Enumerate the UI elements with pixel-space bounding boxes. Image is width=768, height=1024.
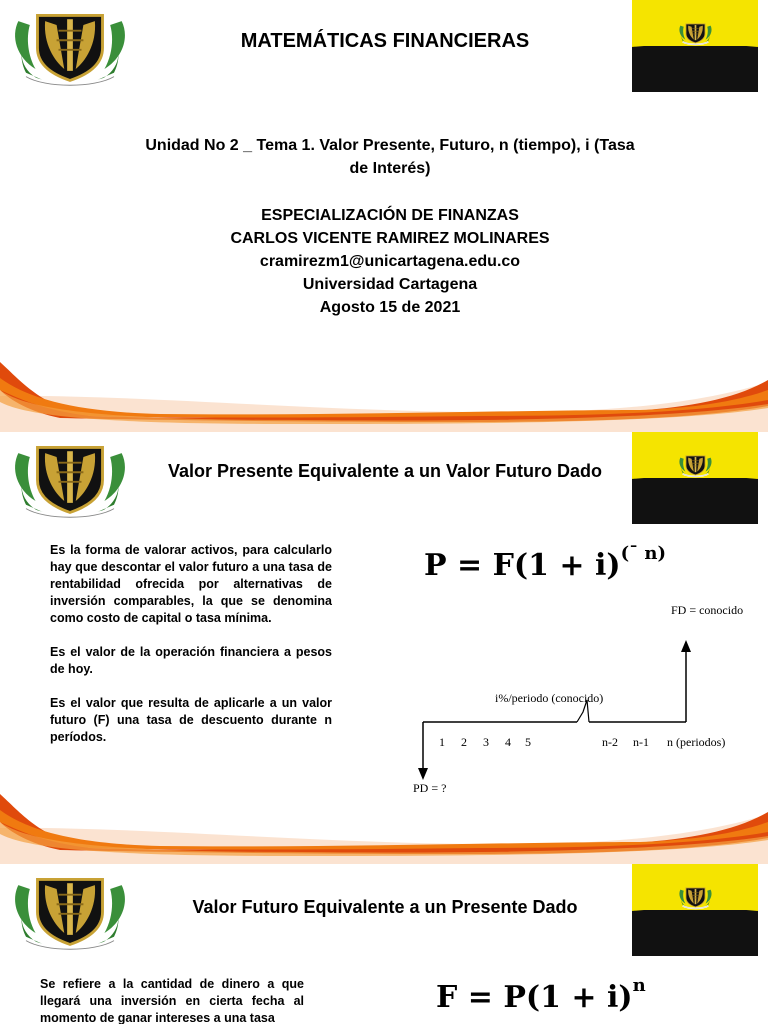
cartagena-flag-image [632,0,758,92]
author-email: cramirezm1@unicartagena.edu.co [259,253,521,270]
formula-main: P = F(1 + i) [424,548,621,583]
slide-future-value [0,864,768,1024]
cash-flow-timeline-diagram [395,600,755,800]
period-5: 5 [525,735,531,749]
present-value-description [50,542,332,763]
formula-main: F = P(1 + i) [436,980,633,1015]
period-4: 4 [505,735,511,749]
subtitle-line-1: Unidad No 2 _ Tema 1. Valor Presente, Futuro, n (tiempo), i (Tasa [145,137,635,154]
paragraph-1: Es la forma de valorar activos, para calcularlo hay que descontar el valor futuro a una tasa de rentabilidad ofrecida por alternativas de inversión comparables, la que se denomina como costo de capital o tasa mínima. [50,543,332,625]
slide-2-title: Valor Presente Equivalente a un Valor Futuro Dado [167,461,603,481]
university-crest-logo [4,434,136,522]
orange-wave-decoration [0,360,768,432]
author-name: CARLOS VICENTE RAMIREZ MOLINARES [230,230,550,247]
university-crest-logo [4,2,136,90]
slide-title [0,0,768,432]
rate-label: i%/periodo (conocido) [495,691,604,705]
future-value-arrowhead [681,640,691,652]
period-n: n (periodos) [667,735,726,749]
pd-label: PD = ? [413,781,447,795]
slide-present-value [0,432,768,864]
period-2: 2 [461,735,467,749]
orange-wave-decoration [0,792,768,864]
future-value-formula [436,975,646,1015]
cartagena-flag-image [632,432,758,524]
university-name: Universidad Cartagena [302,276,478,293]
slide-3-title: Valor Futuro Equivalente a un Presente Dado [192,897,578,917]
period-1: 1 [439,735,445,749]
subtitle-line-2: de Interés) [349,160,431,177]
period-n-2: n-2 [602,735,618,749]
cartagena-flag-image [632,864,758,956]
period-3: 3 [483,735,489,749]
slide-1-subtitle [120,134,660,180]
formula-exponent: (¯ n) [620,543,666,564]
period-n-1: n-1 [633,735,649,749]
paragraph-3: Es el valor que resulta de aplicarle a un valor futuro (F) una tasa de descuento durante n períodos. [50,696,332,744]
present-value-arrowhead [418,768,428,780]
fd-label: FD = conocido [671,603,744,617]
presentation-date: Agosto 15 de 2021 [319,299,461,316]
formula-exponent: n [632,975,646,996]
paragraph-1: Se refiere a la cantidad de dinero a que llegará una inversión en cierta fecha al momento de ganar intereses a una tasa [40,977,304,1024]
program-name: ESPECIALIZACIÓN DE FINANZAS [261,207,519,224]
university-crest-logo [4,866,136,954]
slide-1-title: MATEMÁTICAS FINANCIERAS [240,30,530,52]
future-value-description [40,976,304,1024]
present-value-formula [424,543,666,583]
paragraph-2: Es el valor de la operación financiera a pesos de hoy. [50,645,332,676]
author-info-block [120,204,660,319]
